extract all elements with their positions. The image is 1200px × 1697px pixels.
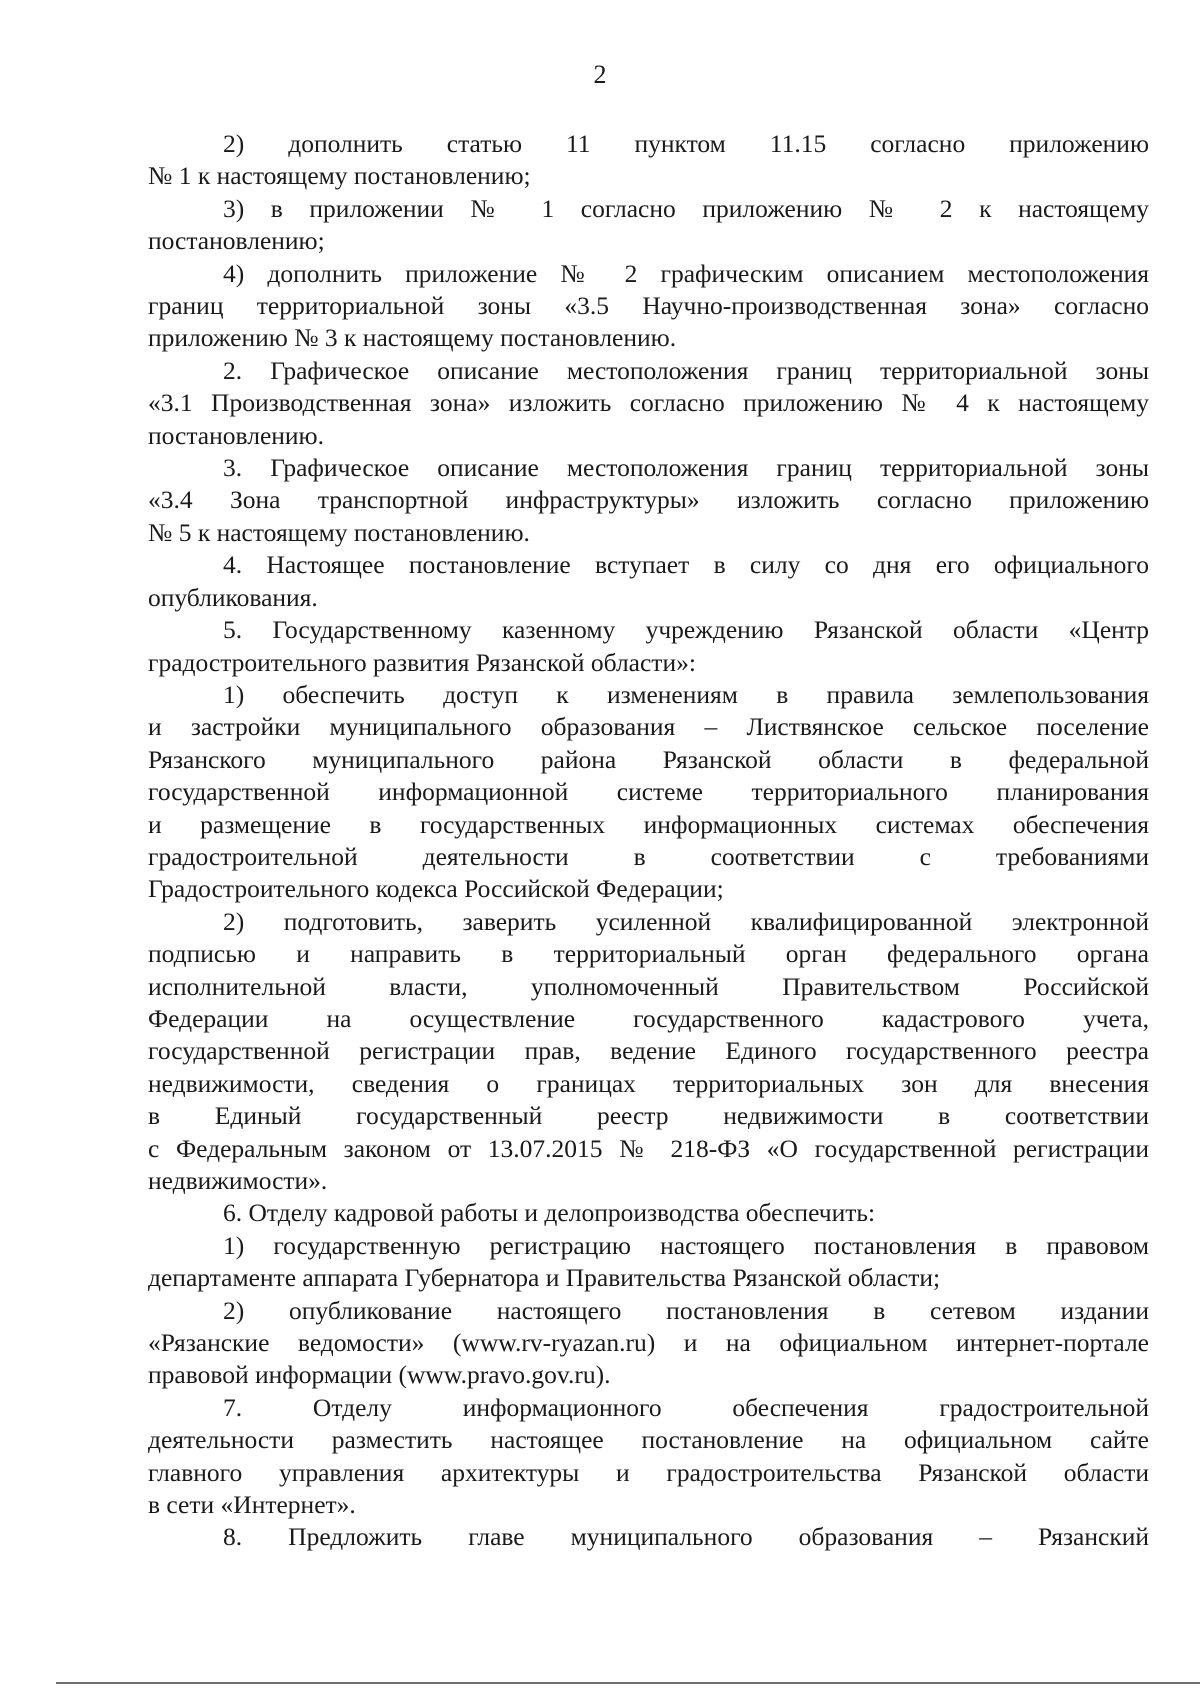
text-line: № 1 к настоящему постановлению; <box>148 161 531 191</box>
text-line: постановлению; <box>148 226 325 256</box>
text-line: деятельности разместить настоящее постановление на официальном сайте <box>148 1425 1149 1455</box>
text-line: правовой информации (www.pravo.gov.ru). <box>148 1360 611 1390</box>
text-line: и размещение в государственных информационных системах обеспечения <box>148 809 1149 839</box>
text-line: границ территориальной зоны «3.5 Научно-производственная зона» согласно <box>148 291 1149 321</box>
text-line: градостроительной деятельности в соответствии с требованиями <box>148 841 1149 871</box>
text-line: 3. Графическое описание местоположения границ территориальной зоны <box>223 453 1149 483</box>
text-line: 4. Настоящее постановление вступает в силу со дня его официального <box>223 550 1149 580</box>
text-line: департаменте аппарата Губернатора и Правительства Рязанской области; <box>148 1263 941 1293</box>
text-line: 6. Отделу кадровой работы и делопроизводства обеспечить: <box>223 1198 876 1228</box>
text-line: постановлению. <box>148 420 324 450</box>
text-line: № 5 к настоящему постановлению. <box>148 517 530 547</box>
text-line: приложению № 3 к настоящему постановлению. <box>148 323 677 353</box>
text-line: государственной информационной системе территориального планирования <box>148 777 1149 807</box>
text-line: недвижимости». <box>148 1166 328 1195</box>
text-line: 2) дополнить статью 11 пунктом 11.15 согласно приложению <box>223 129 1149 158</box>
text-line: 2. Графическое описание местоположения границ территориальной зоны <box>223 355 1149 385</box>
text-line: 4) дополнить приложение № 2 графическим описанием местоположения <box>223 258 1149 288</box>
text-line: 1) обеспечить доступ к изменениям в правила землепользования <box>223 679 1149 709</box>
text-line: с Федеральным законом от 13.07.2015 № 218-ФЗ «О государственной регистрации <box>148 1133 1149 1163</box>
text-line: опубликования. <box>148 582 318 612</box>
text-line: Рязанского муниципального района Рязанской области в федеральной <box>148 744 1149 774</box>
text-line: Федерации на осуществление государственного кадастрового учета, <box>148 1003 1149 1033</box>
text-line: исполнительной власти, уполномоченный Правительством Российской <box>148 971 1149 1001</box>
text-line: подписью и направить в территориальный орган федерального органа <box>148 939 1149 969</box>
scan-edge-line <box>56 1682 1200 1684</box>
text-line: государственной регистрации прав, ведение Единого государственного реестра <box>148 1036 1149 1066</box>
text-line: 7. Отделу информационного обеспечения градостроительной <box>223 1392 1149 1422</box>
text-line: в сети «Интернет». <box>148 1490 356 1520</box>
text-line: «Рязанские ведомости» (www.rv-ryazan.ru) и на официальном интернет-портале <box>148 1328 1149 1358</box>
text-line: «3.1 Производственная зона» изложить согласно приложению № 4 к настоящему <box>148 388 1149 418</box>
page-number: 2 <box>593 60 607 89</box>
text-line: 1) государственную регистрацию настоящего постановления в правовом <box>223 1230 1149 1260</box>
text-line: 8. Предложить главе муниципального образования – Рязанский <box>223 1522 1149 1552</box>
text-line: главного управления архитектуры и градостроительства Рязанской области <box>148 1457 1149 1487</box>
text-line: градостроительного развития Рязанской области»: <box>148 647 696 677</box>
text-line: 2) подготовить, заверить усиленной квалифицированной электронной <box>223 906 1149 936</box>
text-line: 5. Государственному казенному учреждению Рязанской области «Центр <box>223 615 1149 645</box>
text-line: 2) опубликование настоящего постановления в сетевом издании <box>223 1295 1149 1325</box>
document-body <box>148 128 1149 1554</box>
text-line: Градостроительного кодекса Российской Федерации; <box>148 874 724 904</box>
text-line: недвижимости, сведения о границах территориальных зон для внесения <box>148 1068 1149 1098</box>
text-line: «3.4 Зона транспортной инфраструктуры» изложить согласно приложению <box>148 485 1149 515</box>
text-line: 3) в приложении № 1 согласно приложению № 2 к настоящему <box>223 193 1149 223</box>
text-line: в Единый государственный реестр недвижимости в соответствии <box>148 1101 1149 1131</box>
text-line: и застройки муниципального образования – Листвянское сельское поселение <box>148 712 1149 742</box>
